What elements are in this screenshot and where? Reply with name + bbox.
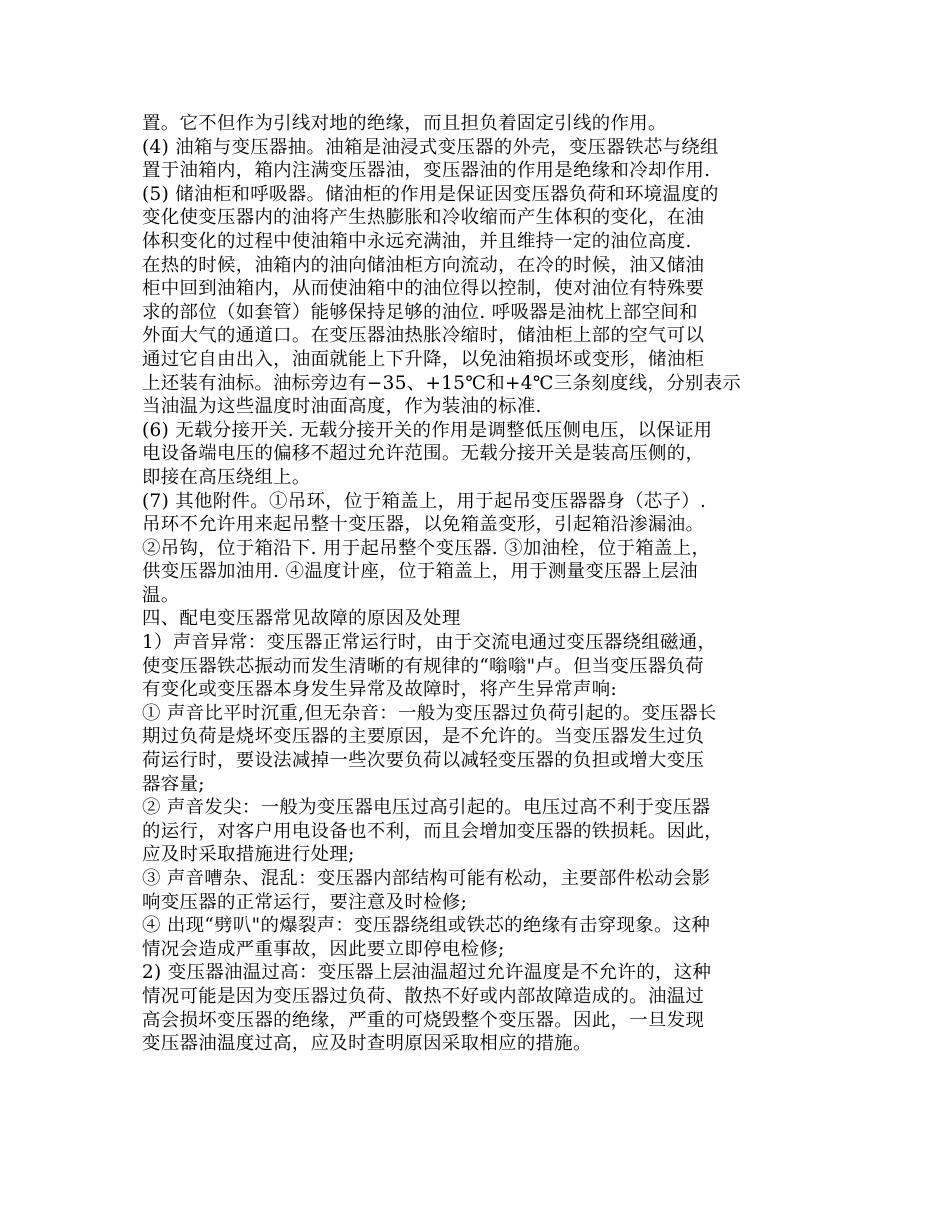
text-line: 的运行，对客户用电设备也不利，而且会增加变压器的铁损耗。因此，	[142, 820, 723, 842]
text-line: 器容量;	[142, 773, 205, 795]
text-line: 体积变化的过程中使油箱中永远充满油，并且维持一定的油位高度.	[142, 230, 692, 252]
text-line: 通过它自由出入，油面就能上下升降，以免油箱损坏或变形，储油柜	[142, 348, 705, 370]
text-line: 置于油箱内，箱内注满变压器油，变压器油的作用是绝缘和冷却作用.	[142, 160, 711, 182]
text-line: 荷运行时，要设法减掉一些次要负荷以减轻变压器的负担或增大变压	[142, 750, 705, 772]
text-line: 置。它不但作为引线对地的绝缘，而且担负着固定引线的作用。	[142, 113, 667, 134]
text-line: 供变压器加油用. ④温度计座，位于箱盖上，用于测量变压器上层油	[142, 561, 698, 583]
text-line: 当油温为这些温度时油面高度，作为装油的标准.	[142, 396, 542, 418]
text-line: (7) 其他附件。①吊环，位于箱盖上，用于起吊变压器器身（芯子）.	[142, 490, 707, 512]
document-page	[142, 112, 822, 1056]
text-line: 变化使变压器内的油将产生热膨胀和冷收缩而产生体积的变化，在油	[142, 207, 705, 229]
text-line: 在热的时候，油箱内的油向储油柜方向流动，在冷的时候，油又储油	[142, 254, 705, 276]
text-line: (5) 储油柜和呼吸器。储油柜的作用是保证因变压器负荷和环境温度的	[142, 183, 719, 205]
text-line: ② 声音发尖：一般为变压器电压过高引起的。电压过高不利于变压器	[142, 797, 711, 819]
text-line: ②吊钩，位于箱沿下. 用于起吊整个变压器. ③加油栓，位于箱盖上，	[142, 537, 711, 559]
text-line: 四、配电变压器常见故障的原因及处理	[142, 608, 461, 630]
text-line: (4) 油箱与变压器抽。油箱是油浸式变压器的外壳，变压器铁芯与绕组	[142, 136, 719, 158]
text-line: 1）声音异常：变压器正常运行时，由于交流电通过变压器绕组磁通，	[142, 632, 717, 654]
text-line: ③ 声音嘈杂、混乱：变压器内部结构可能有松动，主要部件松动会影	[142, 868, 711, 889]
text-line: 上还装有油标。油标旁边有−35、+15℃和+4℃三条刻度线，分别表示	[142, 372, 742, 394]
text-line: 应及时采取措施进行处理;	[142, 844, 355, 866]
text-line: 柜中回到油箱内，从而使油箱中的油位得以控制，使对油位有特殊要	[142, 278, 705, 300]
text-line: 变压器油温度过高，应及时查明原因采取相应的措施。	[142, 1033, 592, 1055]
text-line: 期过负荷是烧坏变压器的主要原因，是不允许的。当变压器发生过负	[142, 726, 705, 748]
text-line: 情况会造成严重事故，因此要立即停电检修;	[142, 938, 505, 960]
text-line: 电设备端电压的偏移不超过允许范围。无载分接开关是装高压侧的，	[142, 443, 705, 465]
text-line: 使变压器铁芯振动而发生清晰的有规律的“嗡嗡"卢。但当变压器负荷	[142, 655, 705, 677]
text-line: 2) 变压器油温过高：变压器上层油温超过允许温度是不允许的，这种	[142, 962, 712, 984]
text-line: 高会损坏变压器的绝缘，严重的可烧毁整个变压器。因此，一旦发现	[142, 1009, 705, 1031]
text-line: 情况可能是因为变压器过负荷、散热不好或内部故障造成的。油温过	[142, 985, 705, 1007]
text-line: 求的部位（如套管）能够保持足够的油位. 呼吸器是油枕上部空间和	[142, 301, 698, 323]
text-line: 吊环不允许用来起吊整十变压器，以免箱盖变形，引起箱沿渗漏油。	[142, 514, 705, 536]
text-line: 即接在高压绕组上。	[142, 466, 311, 488]
text-line: 温。	[142, 584, 180, 606]
text-line: 响变压器的正常运行，要注意及时检修;	[142, 891, 468, 913]
text-line: 外面大气的通道口。在变压器油热胀冷缩时，储油柜上部的空气可以	[142, 325, 705, 347]
text-line: ① 声音比平时沉重,但无杂音：一般为变压器过负荷引起的。变压器长	[142, 702, 717, 724]
text-line: 有变化或变压器本身发生异常及故障时，将产生异常声响:	[142, 679, 618, 701]
text-line: ④ 出现“劈叭"的爆裂声：变压器绕组或铁芯的绝缘有击穿现象。这种	[142, 915, 711, 937]
text-line: (6) 无载分接开关. 无载分接开关的作用是调整低压侧电压，以保证用	[142, 419, 713, 441]
